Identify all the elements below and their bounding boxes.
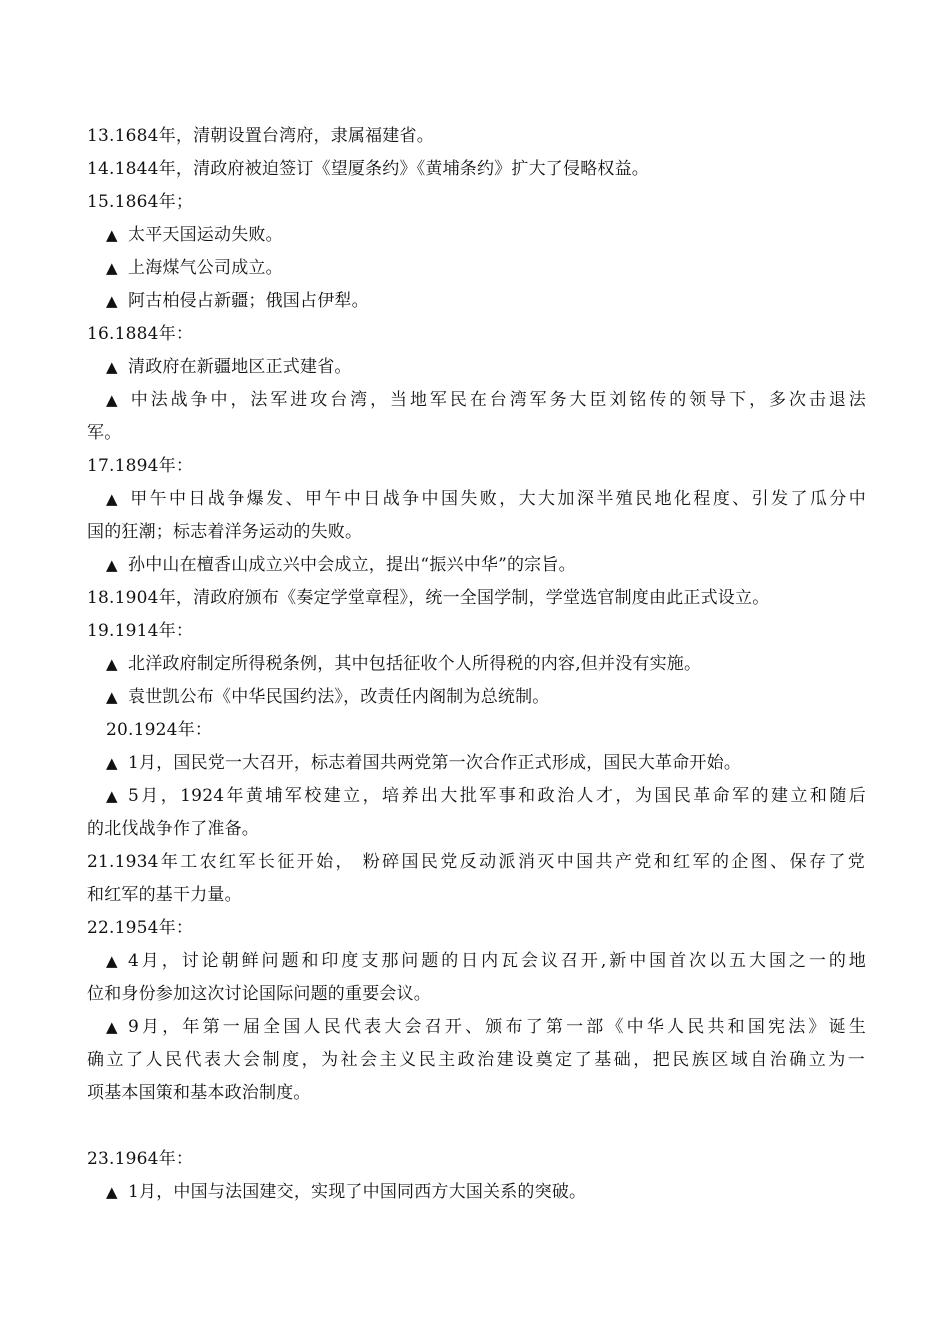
entry-1934: 21.1934年工农红军长征开始， 粉碎国民党反动派消灭中国共产党和红军的企图、保存了党	[87, 852, 865, 872]
bullet-continuation: 位和身份参加这次讨论国际问题的重要会议。	[87, 984, 431, 1004]
entry-1894-heading: 17.1894年：	[87, 456, 194, 476]
bullet-item: ▲ 甲午中日战争爆发、甲午中日战争中国失败，大大加深半殖民地化程度、引发了瓜分中	[106, 483, 866, 515]
triangle-bullet-icon: ▲	[106, 754, 118, 772]
entry-1684: 13.1684年，清朝设置台湾府，隶属福建省。	[87, 126, 434, 146]
bullet-continuation: 项基本国策和基本政治制度。	[87, 1083, 311, 1103]
triangle-bullet-icon: ▲	[106, 226, 118, 244]
triangle-bullet-icon: ▲	[106, 688, 118, 706]
triangle-bullet-icon: ▲	[106, 259, 118, 277]
entry-1914-heading: 19.1914年：	[87, 621, 194, 641]
triangle-bullet-icon: ▲	[106, 655, 118, 673]
triangle-bullet-icon: ▲	[106, 358, 118, 376]
bullet-item: ▲ 北洋政府制定所得税条例，其中包括征收个人所得税的内容,但并没有实施。	[106, 648, 886, 680]
bullet-item: ▲ 4月，讨论朝鲜问题和印度支那问题的日内瓦会议召开,新中国首次以五大国之一的地	[106, 945, 866, 977]
bullet-item: ▲ 5月，1924年黄埔军校建立，培养出大批军事和政治人才，为国民革命军的建立和随后	[106, 780, 866, 812]
bullet-item: ▲ 1月，中国与法国建交，实现了中国同西方大国关系的突破。	[106, 1176, 886, 1208]
bullet-continuation: 国的狂潮；标志着洋务运动的失败。	[87, 522, 363, 542]
bullet-item: ▲ 袁世凯公布《中华民国约法》，改责任内阁制为总统制。	[106, 681, 886, 713]
entry-1924-heading: 20.1924年：	[106, 720, 213, 740]
bullet-continuation: 的北伐战争作了准备。	[87, 819, 259, 839]
bullet-item: ▲ 清政府在新疆地区正式建省。	[106, 351, 886, 383]
bullet-item: ▲ 阿古柏侵占新疆；俄国占伊犁。	[106, 285, 886, 317]
triangle-bullet-icon: ▲	[106, 952, 118, 970]
triangle-bullet-icon: ▲	[106, 556, 118, 574]
bullet-continuation: 军。	[87, 423, 122, 443]
bullet-item: ▲ 上海煤气公司成立。	[106, 252, 886, 284]
entry-1884-heading: 16.1884年：	[87, 324, 194, 344]
bullet-item: ▲ 9月，年第一届全国人民代表大会召开、颁布了第一部《中华人民共和国宪法》诞生	[106, 1011, 866, 1043]
entry-1864-heading: 15.1864年；	[87, 192, 194, 212]
entry-1844: 14.1844年，清政府被迫签订《望厦条约》《黄埔条约》扩大了侵略权益。	[87, 159, 649, 179]
entry-1954-heading: 22.1954年：	[87, 918, 194, 938]
triangle-bullet-icon: ▲	[106, 391, 118, 409]
bullet-item: ▲ 1月，国民党一大召开，标志着国共两党第一次合作正式形成，国民大革命开始。	[106, 747, 886, 779]
bullet-continuation: 确立了人民代表大会制度，为社会主义民主政治建设奠定了基础，把民族区域自治确立为一	[87, 1050, 865, 1070]
triangle-bullet-icon: ▲	[106, 490, 118, 508]
bullet-item: ▲ 孙中山在檀香山成立兴中会成立，提出“振兴中华”的宗旨。	[106, 549, 886, 581]
entry-1964-heading: 23.1964年：	[87, 1149, 194, 1169]
triangle-bullet-icon: ▲	[106, 1183, 118, 1201]
entry-1904: 18.1904年，清政府颁布《奏定学堂章程》，统一全国学制，学堂选官制度由此正式设立。	[87, 588, 770, 608]
triangle-bullet-icon: ▲	[106, 1018, 118, 1036]
bullet-item: ▲ 太平天国运动失败。	[106, 219, 886, 251]
entry-1934-continuation: 和红军的基干力量。	[87, 885, 242, 905]
triangle-bullet-icon: ▲	[106, 292, 118, 310]
bullet-item: ▲ 中法战争中，法军进攻台湾，当地军民在台湾军务大臣刘铭传的领导下，多次击退法	[106, 384, 866, 416]
triangle-bullet-icon: ▲	[106, 787, 118, 805]
